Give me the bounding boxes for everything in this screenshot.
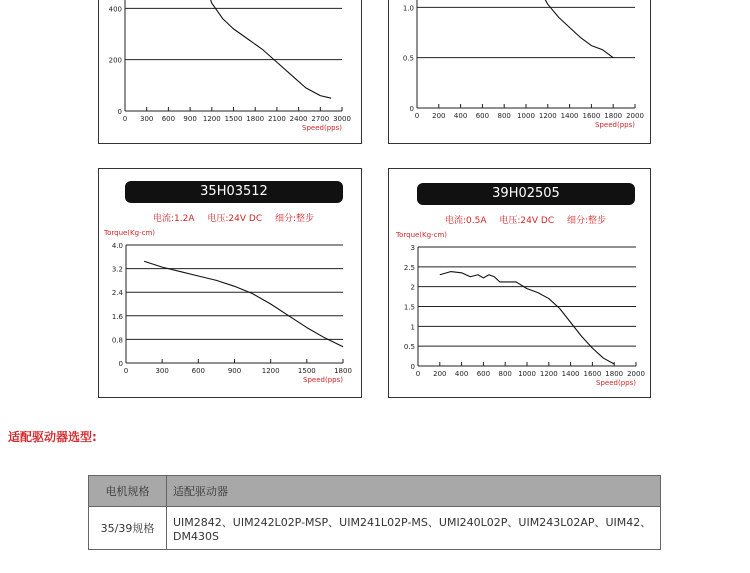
x-tick-label: 2700 bbox=[311, 115, 330, 123]
torque-chart-1 bbox=[99, 0, 363, 145]
chart-panel-4 bbox=[388, 168, 651, 398]
x-tick-label: 2000 bbox=[626, 112, 644, 120]
header-motor-spec: 电机规格 bbox=[89, 476, 167, 507]
spec-current: 电流:1.2A bbox=[153, 214, 195, 224]
x-tick-label: 1800 bbox=[334, 367, 352, 375]
y-tick-label: 200 bbox=[108, 56, 122, 65]
x-tick-label: 1800 bbox=[604, 112, 623, 120]
x-tick-label: 2400 bbox=[289, 115, 308, 123]
y-tick-label: 0 bbox=[409, 105, 414, 113]
x-tick-label: 400 bbox=[453, 112, 468, 120]
x-tick-label: 0 bbox=[122, 115, 128, 123]
y-tick-label: 0 bbox=[118, 360, 123, 368]
table-header-row bbox=[89, 476, 661, 507]
chart-panel-2 bbox=[388, 0, 651, 144]
x-tick-label: 200 bbox=[433, 370, 447, 378]
y-tick-label: 0 bbox=[117, 108, 122, 116]
x-tick-label: 300 bbox=[140, 115, 154, 123]
x-tick-label: 1200 bbox=[539, 370, 558, 378]
header-driver: 适配驱动器 bbox=[167, 476, 661, 507]
x-tick-label: 1600 bbox=[583, 370, 602, 378]
x-tick-label: 1600 bbox=[582, 112, 601, 120]
torque-curve bbox=[440, 272, 614, 364]
x-tick-label: 1800 bbox=[246, 115, 265, 123]
spec-microstep: 细分:整步 bbox=[274, 214, 315, 224]
table-row bbox=[89, 507, 661, 550]
spec-current: 电流:0.5A bbox=[445, 216, 487, 226]
x-tick-label: 300 bbox=[155, 367, 169, 375]
x-tick-label: 0 bbox=[414, 112, 420, 120]
driver-table bbox=[88, 475, 661, 550]
torque-curve bbox=[144, 261, 343, 347]
x-tick-label: 600 bbox=[191, 367, 206, 375]
x-tick-label: 1000 bbox=[518, 370, 536, 378]
torque-chart-3 bbox=[99, 169, 363, 399]
y-tick-label: 2.4 bbox=[111, 289, 123, 298]
cell-driver-list: UIM2842、UIM242L02P-MSP、UIM241L02P-MS、UMI240L02P、UIM243L02AP、UIM42、DM430S bbox=[167, 507, 661, 550]
y-axis-label: Torque(Kg-cm) bbox=[396, 231, 447, 239]
x-tick-label: 1200 bbox=[202, 115, 221, 123]
x-tick-label: 3000 bbox=[333, 115, 351, 123]
motor-model-title: 35H03512 bbox=[125, 181, 343, 203]
x-tick-label: 600 bbox=[161, 115, 176, 123]
y-tick-label: 3.2 bbox=[111, 265, 123, 274]
x-tick-label: 2100 bbox=[267, 115, 286, 123]
section-title: 适配驱动器选型: bbox=[8, 430, 97, 444]
spec-voltage: 电压:24V DC bbox=[207, 214, 263, 224]
x-tick-label: 1800 bbox=[605, 370, 624, 378]
x-tick-label: 0 bbox=[415, 370, 421, 378]
x-tick-label: 2000 bbox=[627, 370, 645, 378]
y-tick-label: 2.5 bbox=[403, 263, 415, 272]
x-axis-label: Speed(pps) bbox=[303, 376, 343, 384]
x-tick-label: 900 bbox=[227, 367, 242, 375]
cell-motor-spec: 35/39规格 bbox=[89, 507, 167, 550]
y-tick-label: 3 bbox=[410, 244, 415, 252]
y-tick-label: 2 bbox=[410, 283, 415, 292]
spec-voltage: 电压:24V DC bbox=[499, 216, 555, 226]
spec-microstep: 细分:整步 bbox=[566, 216, 607, 226]
x-tick-label: 800 bbox=[498, 370, 512, 378]
x-tick-label: 1400 bbox=[560, 112, 579, 120]
y-tick-label: 1 bbox=[410, 323, 415, 332]
chart-panel-3 bbox=[98, 168, 362, 398]
x-tick-label: 1000 bbox=[517, 112, 535, 120]
x-axis-label: Speed(pps) bbox=[596, 379, 636, 387]
x-tick-label: 1500 bbox=[224, 115, 243, 123]
x-tick-label: 600 bbox=[476, 370, 491, 378]
y-tick-label: 1.6 bbox=[111, 312, 123, 321]
x-tick-label: 0 bbox=[123, 367, 129, 375]
y-tick-label: 0.5 bbox=[402, 54, 414, 63]
torque-chart-4 bbox=[389, 169, 652, 399]
y-tick-label: 4.0 bbox=[111, 242, 123, 250]
y-tick-label: 1.5 bbox=[403, 303, 415, 312]
x-axis-label: Speed(pps) bbox=[302, 124, 342, 132]
x-tick-label: 600 bbox=[475, 112, 490, 120]
torque-curve bbox=[136, 0, 331, 98]
x-tick-label: 1200 bbox=[538, 112, 557, 120]
y-tick-label: 0.5 bbox=[403, 343, 415, 352]
y-tick-label: 0 bbox=[410, 363, 415, 371]
x-tick-label: 900 bbox=[183, 115, 197, 123]
y-tick-label: 400 bbox=[108, 5, 122, 14]
x-tick-label: 1400 bbox=[561, 370, 580, 378]
y-tick-label: 1.0 bbox=[402, 4, 414, 13]
x-tick-label: 1200 bbox=[261, 367, 280, 375]
x-axis-label: Speed(pps) bbox=[595, 121, 635, 129]
y-tick-label: 0.8 bbox=[111, 336, 123, 345]
x-tick-label: 800 bbox=[497, 112, 511, 120]
motor-model-title: 39H02505 bbox=[417, 183, 635, 205]
x-tick-label: 200 bbox=[432, 112, 446, 120]
torque-chart-2 bbox=[389, 0, 652, 145]
x-tick-label: 400 bbox=[454, 370, 469, 378]
y-axis-label: Torque(Kg-cm) bbox=[104, 229, 155, 237]
chart-panel-1 bbox=[98, 0, 362, 144]
torque-curve bbox=[433, 0, 613, 58]
x-tick-label: 1500 bbox=[297, 367, 316, 375]
